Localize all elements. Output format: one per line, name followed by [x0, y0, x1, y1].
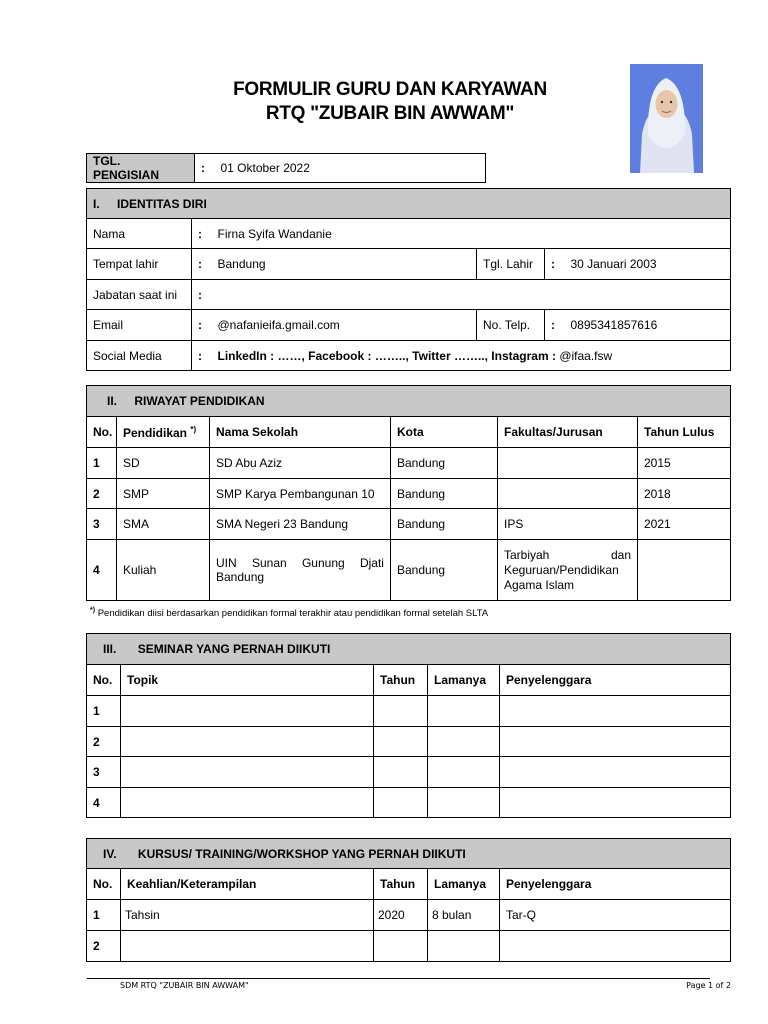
tgl-pengisian-label: TGL. PENGISIAN	[87, 154, 195, 183]
col-topik: Topik	[121, 665, 374, 696]
note-text: Pendidikan diisi berdasarkan pendidikan formal terakhir atau pendidikan formal setelah SLTA	[95, 608, 489, 620]
row-fakultas[interactable]	[498, 479, 638, 509]
table-row	[87, 540, 731, 601]
section4-header	[87, 839, 731, 869]
sekolah-word: Djati	[359, 556, 384, 570]
row-kota[interactable]: Bandung	[391, 479, 498, 509]
row-penyelenggara[interactable]	[500, 727, 731, 757]
row-no: 4	[87, 540, 117, 601]
tempat-lahir-colon: :	[192, 249, 212, 280]
section1-number: I.	[93, 196, 100, 211]
nama-value[interactable]: Firna Syifa Wandanie	[212, 219, 731, 249]
section2-number: II.	[107, 394, 118, 408]
email-label: Email	[87, 310, 192, 341]
col-keahlian: Keahlian/Keterampilan	[121, 869, 374, 900]
row-kota[interactable]: Bandung	[391, 448, 498, 479]
row-keahlian[interactable]: Tahsin	[121, 900, 374, 931]
row-fakultas[interactable]	[498, 540, 638, 601]
row-tahun[interactable]	[374, 727, 428, 757]
col-tahun-lulus: Tahun Lulus	[638, 417, 731, 448]
row-no: 1	[87, 696, 121, 727]
identitas-table	[86, 188, 731, 371]
row-pendidikan[interactable]: Kuliah	[117, 540, 210, 601]
sekolah-word: Gunung	[301, 556, 345, 570]
telp-label: No. Telp.	[477, 310, 545, 341]
row-penyelenggara[interactable]	[500, 696, 731, 727]
sekolah-line1	[216, 556, 384, 570]
row-lamanya[interactable]: 8 bulan	[428, 900, 500, 931]
section3-number: III.	[103, 642, 117, 656]
row-tahun[interactable]	[374, 788, 428, 818]
row-tahun[interactable]: 2015	[638, 448, 731, 479]
row-fakultas[interactable]: IPS	[498, 509, 638, 540]
row-lamanya[interactable]	[428, 696, 500, 727]
row-topik[interactable]	[121, 788, 374, 818]
seminar-table	[86, 633, 731, 818]
sekolah-word: Sunan	[251, 556, 287, 570]
section4-number: IV.	[103, 846, 117, 861]
row-no: 4	[87, 788, 121, 818]
fakultas-word: Tarbiyah	[504, 547, 550, 562]
row-topik[interactable]	[121, 727, 374, 757]
section1-header	[87, 189, 731, 219]
row-sekolah[interactable]: SD Abu Aziz	[210, 448, 391, 479]
col-no: No.	[87, 417, 117, 448]
row-pendidikan[interactable]: SMP	[117, 479, 210, 509]
col-lamanya: Lamanya	[428, 665, 500, 696]
profile-photo	[630, 64, 703, 173]
row-kota[interactable]: Bandung	[391, 540, 498, 601]
pendidikan-table	[86, 385, 731, 601]
row-no: 2	[87, 727, 121, 757]
tempat-lahir-label: Tempat lahir	[87, 249, 192, 280]
row-tahun[interactable]	[374, 931, 428, 962]
section1-title: IDENTITAS DIRI	[117, 196, 207, 211]
col-kota: Kota	[391, 417, 498, 448]
social-value-plain: @ifaa.fsw	[555, 348, 613, 363]
col-tahun: Tahun	[374, 869, 428, 900]
table-row	[87, 479, 731, 509]
col-pendidikan-star: *)	[190, 424, 197, 434]
table-row	[87, 900, 731, 931]
col-penyelenggara: Penyelenggara	[500, 665, 731, 696]
row-tahun[interactable]	[374, 757, 428, 788]
col-pendidikan	[117, 417, 210, 448]
social-value[interactable]	[212, 341, 731, 371]
pendidikan-header-row	[87, 417, 731, 448]
jabatan-label: Jabatan saat ini	[87, 280, 192, 310]
person-photo-icon	[630, 64, 703, 173]
kursus-table	[86, 838, 731, 962]
row-tahun[interactable]: 2018	[638, 479, 731, 509]
col-no: No.	[87, 665, 121, 696]
row-tahun[interactable]	[638, 540, 731, 601]
fakultas-line2: Keguruan/Pendidikan	[504, 562, 619, 577]
row-pendidikan[interactable]: SMA	[117, 509, 210, 540]
row-no: 3	[87, 757, 121, 788]
kursus-header-row	[87, 869, 731, 900]
col-tahun: Tahun	[374, 665, 428, 696]
row-lamanya[interactable]	[428, 727, 500, 757]
table-row	[87, 727, 731, 757]
row-no: 2	[87, 479, 117, 509]
email-value[interactable]: @nafanieifa.gmail.com	[212, 310, 477, 341]
jabatan-value[interactable]	[212, 280, 731, 310]
nama-colon: :	[192, 219, 212, 249]
row-pendidikan[interactable]: SD	[117, 448, 210, 479]
row-topik[interactable]	[121, 696, 374, 727]
row-lamanya[interactable]	[428, 931, 500, 962]
row-penyelenggara[interactable]	[500, 788, 731, 818]
row-lamanya[interactable]	[428, 757, 500, 788]
section2-header	[87, 386, 731, 417]
col-penyelenggara: Penyelenggara	[500, 869, 731, 900]
footer-page-number: Page 1 of 2	[686, 981, 731, 990]
row-no: 1	[87, 448, 117, 479]
row-no: 3	[87, 509, 117, 540]
row-tahun[interactable]	[374, 696, 428, 727]
table-row	[87, 788, 731, 818]
tgl-lahir-colon: :	[545, 249, 565, 280]
form-title-line2: RTQ "ZUBAIR BIN AWWAM"	[265, 103, 515, 124]
social-label: Social Media	[87, 341, 192, 371]
social-colon: :	[192, 341, 212, 371]
table-row	[87, 931, 731, 962]
note-star: *)	[90, 607, 96, 614]
tempat-lahir-value[interactable]: Bandung	[212, 249, 477, 280]
nama-label: Nama	[87, 219, 192, 249]
row-sekolah[interactable]	[210, 540, 391, 601]
footer-divider	[87, 978, 710, 979]
sekolah-line2: Bandung	[216, 570, 265, 584]
tgl-lahir-value[interactable]: 30 Januari 2003	[565, 249, 731, 280]
tgl-pengisian-value[interactable]: 01 Oktober 2022	[215, 154, 486, 183]
fakultas-word: dan	[610, 547, 631, 562]
row-penyelenggara[interactable]	[500, 931, 731, 962]
tgl-pengisian-table	[86, 153, 486, 183]
tgl-pengisian-colon: :	[195, 154, 215, 183]
footer-left: SDM RTQ "ZUBAIR BIN AWWAM"	[120, 981, 249, 990]
row-topik[interactable]	[121, 757, 374, 788]
tgl-lahir-label: Tgl. Lahir	[477, 249, 545, 280]
row-keahlian[interactable]	[121, 931, 374, 962]
row-fakultas[interactable]	[498, 448, 638, 479]
form-title	[150, 78, 630, 126]
fakultas-line3: Agama Islam	[504, 577, 575, 592]
sekolah-word: UIN	[216, 556, 237, 570]
seminar-header-row	[87, 665, 731, 696]
social-value-bold: LinkedIn : ……, Facebook : …….., Twitter …….., Instagram :	[217, 348, 556, 363]
table-row	[87, 696, 731, 727]
form-title-line1: FORMULIR GURU DAN KARYAWAN	[233, 79, 547, 100]
col-no: No.	[87, 869, 121, 900]
row-kota[interactable]: Bandung	[391, 509, 498, 540]
section3-header	[87, 634, 731, 665]
row-sekolah[interactable]: SMA Negeri 23 Bandung	[210, 509, 391, 540]
row-tahun[interactable]: 2020	[374, 900, 428, 931]
col-sekolah: Nama Sekolah	[210, 417, 391, 448]
row-lamanya[interactable]	[428, 788, 500, 818]
email-colon: :	[192, 310, 212, 341]
section3-title: SEMINAR YANG PERNAH DIIKUTI	[137, 642, 331, 656]
row-sekolah[interactable]: SMP Karya Pembangunan 10	[210, 479, 391, 509]
row-no: 2	[87, 931, 121, 962]
fakultas-line1	[504, 548, 631, 563]
jabatan-colon: :	[192, 280, 212, 310]
telp-value[interactable]: 0895341857616	[565, 310, 731, 341]
row-penyelenggara[interactable]: Tar-Q	[500, 900, 731, 931]
table-row	[87, 448, 731, 479]
col-lamanya: Lamanya	[428, 869, 500, 900]
pendidikan-note	[90, 607, 488, 619]
col-pendidikan-label: Pendidikan	[123, 425, 188, 440]
col-fakultas: Fakultas/Jurusan	[498, 417, 638, 448]
row-penyelenggara[interactable]	[500, 757, 731, 788]
section4-title: KURSUS/ TRAINING/WORKSHOP YANG PERNAH DIIKUTI	[137, 846, 466, 861]
row-tahun[interactable]: 2021	[638, 509, 731, 540]
row-no: 1	[87, 900, 121, 931]
table-row	[87, 509, 731, 540]
telp-colon: :	[545, 310, 565, 341]
section2-title: RIWAYAT PENDIDIKAN	[134, 394, 265, 408]
table-row	[87, 757, 731, 788]
